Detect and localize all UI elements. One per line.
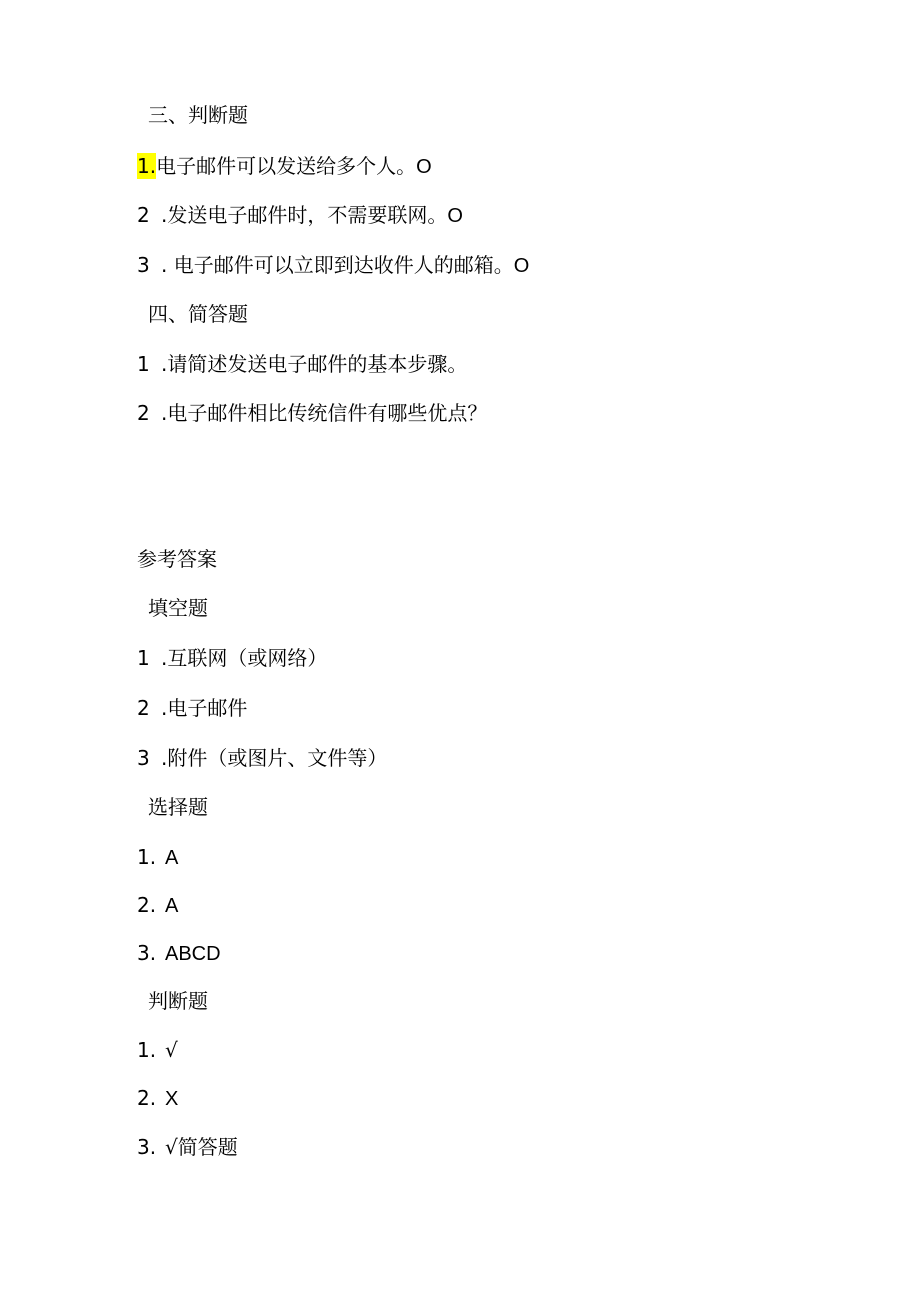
judge-answer-3 [137, 1134, 238, 1160]
answer-text: .电子邮件 [161, 696, 248, 720]
question-text: .请简述发送电子邮件的基本步骤。 [161, 352, 468, 376]
answer-number: 1 [137, 646, 150, 670]
section3-item-3 [137, 252, 529, 279]
answer-number: 3. [137, 1135, 157, 1159]
answer-number: 3. [137, 941, 157, 965]
answer-mark: O [416, 156, 432, 178]
judge-answer-2 [137, 1085, 178, 1112]
answer-number: 1. [137, 1038, 157, 1062]
fill-answer-2 [137, 695, 247, 721]
answers-title: 参考答案 [137, 547, 217, 571]
question-number-highlight: 1. [137, 154, 157, 178]
fill-answer-3 [137, 745, 387, 771]
section4-title: 四、简答题 [148, 302, 248, 326]
section4-item-2 [137, 400, 487, 426]
answer-mark: O [447, 205, 463, 227]
question-number: 1 [137, 352, 150, 376]
answer-number: 3 [137, 746, 150, 770]
section3-item-2 [137, 202, 463, 229]
question-number: 2 [137, 401, 150, 425]
judge-title: 判断题 [148, 989, 208, 1013]
question-text: . 电子邮件可以立即到达收件人的邮箱。 [161, 253, 514, 277]
question-text: .发送电子邮件时，不需要联网。 [161, 203, 448, 227]
answer-text: .附件（或图片、文件等） [161, 746, 388, 770]
answer-text: A [165, 895, 179, 917]
answer-text: X [165, 1088, 179, 1110]
question-number: 2 [137, 203, 150, 227]
judge-answer-1 [137, 1037, 178, 1063]
answer-text: √简答题 [165, 1135, 238, 1159]
section3-title: 三、判断题 [148, 103, 248, 127]
answer-number: 2. [137, 893, 157, 917]
answer-number: 2. [137, 1086, 157, 1110]
section3-item-1 [137, 153, 432, 180]
question-text: 电子邮件可以发送给多个人。 [156, 154, 417, 178]
question-number: 3 [137, 253, 150, 277]
answer-text: ABCD [165, 943, 221, 965]
fill-title: 填空题 [148, 596, 208, 620]
answer-text: √ [165, 1038, 178, 1062]
answer-number: 1. [137, 845, 157, 869]
choice-answer-3 [137, 940, 221, 967]
answer-mark: O [513, 255, 530, 277]
answer-text: .互联网（或网络） [161, 646, 328, 670]
question-text: .电子邮件相比传统信件有哪些优点？ [161, 401, 488, 425]
section4-item-1 [137, 351, 467, 377]
answer-text: A [165, 847, 179, 869]
answer-number: 2 [137, 696, 150, 720]
choice-answer-1 [137, 844, 178, 871]
choice-answer-2 [137, 892, 178, 919]
fill-answer-1 [137, 645, 327, 671]
choice-title: 选择题 [148, 795, 208, 819]
